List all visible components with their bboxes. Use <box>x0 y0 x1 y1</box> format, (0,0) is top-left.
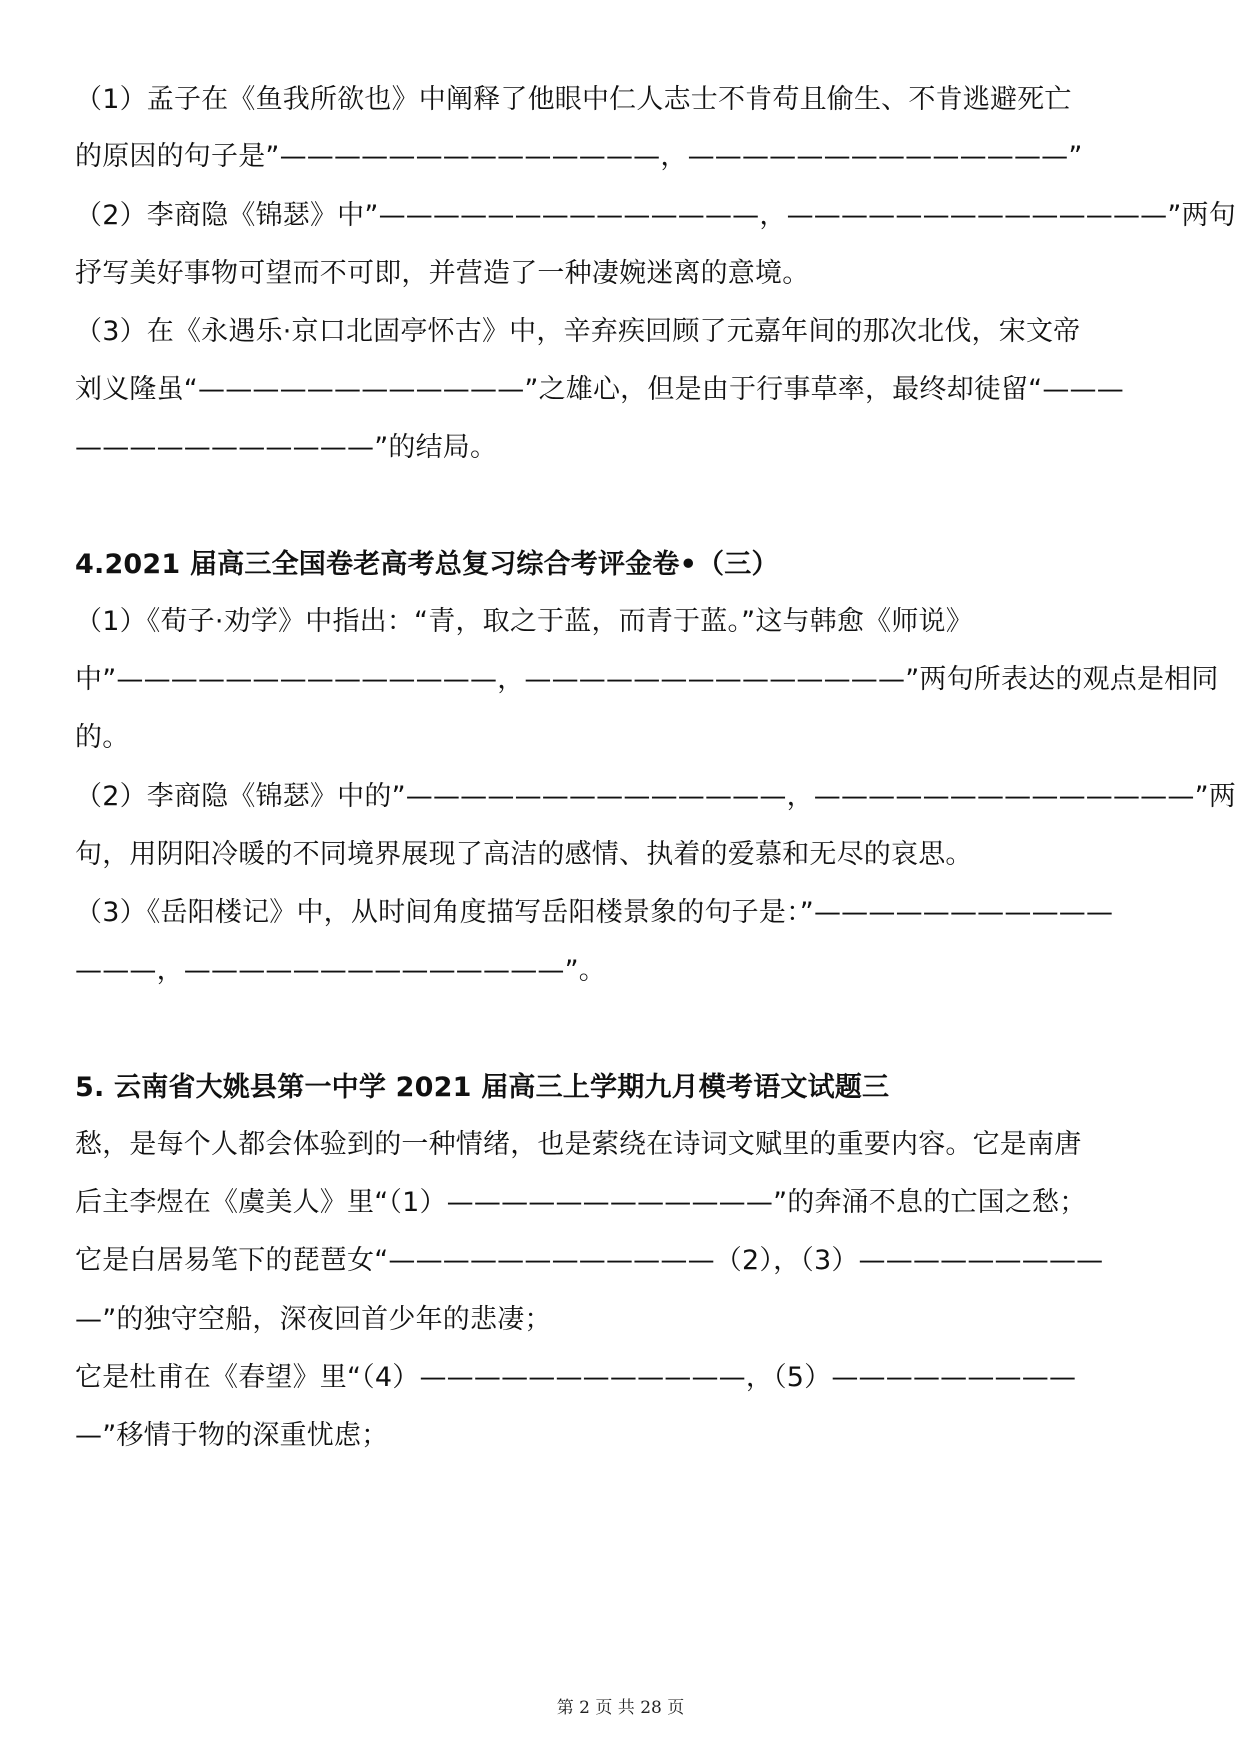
text-line: 愁，是每个人都会体验到的一种情绪，也是萦绕在诗词文赋里的重要内容。它是南唐 <box>75 1129 1082 1160</box>
text-line: 的。 <box>75 722 130 753</box>
text-line: （1）孟子在《鱼我所欲也》中阐释了他眼中仁人志士不肯苟且偷生、不肯逃避死亡 <box>75 84 1072 115</box>
text-line: 它是杜甫在《春望》里“（4）————————————，（5）————————— <box>75 1362 1077 1393</box>
text-line: —”的独守空船，深夜回首少年的悲凄； <box>75 1304 552 1335</box>
section-heading: 5. 云南省大姚县第一中学 2021 届高三上学期九月模考语文试题三 <box>75 1072 890 1103</box>
text-line: （3）在《永遇乐·京口北固亭怀古》中，辛弃疾回顾了元嘉年间的那次北伐，宋文帝 <box>75 316 1081 347</box>
text-line: 它是白居易笔下的琵琶女“————————————（2），（3）————————— <box>75 1245 1104 1276</box>
text-line: 句，用阴阳冷暖的不同境界展现了高洁的感情、执着的爱慕和无尽的哀思。 <box>75 839 973 870</box>
text-line: 刘义隆虽“————————————”之雄心，但是由于行事草率，最终却徒留“——— <box>75 374 1124 405</box>
section-heading: 4.2021 届高三全国卷老高考总复习综合考评金卷•（三） <box>75 549 779 580</box>
text-line: ———————————”的结局。 <box>75 432 498 463</box>
text-line: （2）李商隐《锦瑟》中的”——————————————，——————————————”两 <box>75 781 1236 812</box>
text-line: 抒写美好事物可望而不可即，并营造了一种凄婉迷离的意境。 <box>75 258 810 289</box>
text-line: —”移情于物的深重忧虑； <box>75 1420 389 1451</box>
page-footer: 第 2 页 共 28 页 <box>556 1698 685 1718</box>
text-line: 的原因的句子是”——————————————，——————————————” <box>75 141 1083 172</box>
text-line: （1）《荀子·劝学》中指出：“青，取之于蓝，而青于蓝。”这与韩愈《师说》 <box>75 606 973 637</box>
text-line: （2）李商隐《锦瑟》中”——————————————，——————————————”两句 <box>75 200 1236 231</box>
text-line: 后主李煜在《虞美人》里“（1）————————————”的奔涌不息的亡国之愁； <box>75 1187 1087 1218</box>
text-line: ———，——————————————”。 <box>75 955 606 986</box>
text-line: （3）《岳阳楼记》中，从时间角度描写岳阳楼景象的句子是：”——————————— <box>75 897 1114 928</box>
text-line: 中”——————————————，——————————————”两句所表达的观点是相同 <box>75 664 1219 695</box>
